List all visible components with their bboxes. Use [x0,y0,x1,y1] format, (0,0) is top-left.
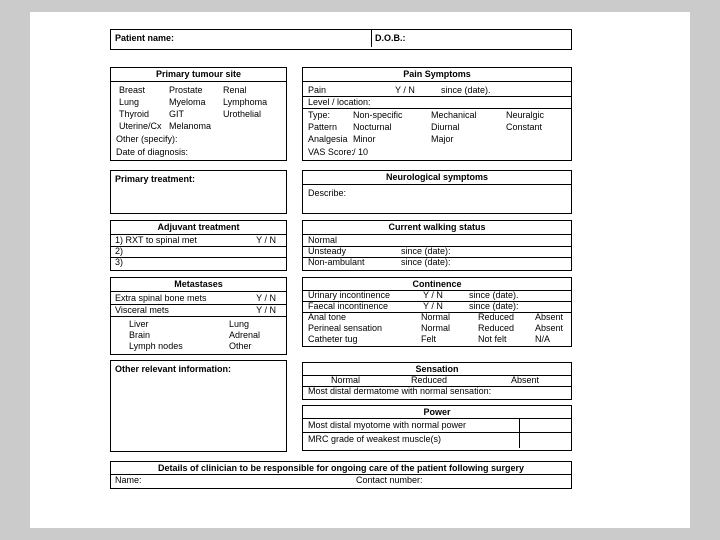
tumour-option: Melanoma [169,121,212,131]
header-divider [371,30,372,47]
adjuvant-label: 1) RXT to spinal met [115,235,197,245]
tumour-option: Prostate [169,85,203,95]
tumour-option: Uterine/Cx [119,121,162,131]
continence-option: Normal [421,323,451,333]
continence-option: Reduced [478,312,515,322]
continence-label: Anal tone [308,312,347,322]
pain-pattern-option: Nocturnal [353,122,392,132]
other-info-label: Other relevant information: [115,364,232,374]
tumour-option: Myeloma [169,97,206,107]
power-box [302,405,572,451]
tumour-option: Renal [223,85,247,95]
continence-option: N/A [535,334,551,344]
walking-status-box [302,220,572,271]
continence-since: since (date): [469,301,519,311]
primary-tumour-box [110,67,287,161]
analgesia-option: Minor [353,134,376,144]
vas-score-value: / 10 [353,147,369,157]
continence-label: Catheter tug [308,334,358,344]
patient-name-label: Patient name: [115,33,175,43]
continence-option: Normal [421,312,451,322]
pain-yn: Y / N [395,85,415,95]
continence-row [303,334,571,344]
tumour-row [111,96,286,108]
other-info-box [110,360,287,452]
pain-analgesia-row [303,133,571,145]
analgesia-option: Major [431,134,454,144]
sensation-box [302,362,572,400]
pain-type-row [303,109,571,121]
neurological-symptoms-box [302,170,572,214]
tumour-option: Urothelial [223,109,262,119]
tumour-option: Breast [119,85,146,95]
tumour-option: GIT [169,109,184,119]
metastases-yn: Y / N [256,293,276,303]
continence-option: Not felt [478,334,507,344]
dob-label: D.O.B.: [375,33,406,43]
sensation-dermatome-row [303,386,571,397]
adjuvant-treatment-box [110,220,287,271]
pain-type-option: Neuralgic [506,110,545,120]
analgesia-label: Analgesia [308,134,348,144]
tumour-row [111,120,286,132]
continence-option: Absent [535,312,564,322]
pain-pattern-label: Pattern [308,122,338,132]
continence-yn: Y / N [423,301,443,311]
adjuvant-label: 2) [115,246,124,256]
tumour-option: Lymphoma [223,97,268,107]
adjuvant-treatment-title: Adjuvant treatment [111,221,286,235]
describe-label: Describe: [308,188,347,198]
tumour-row [111,108,286,120]
pain-pattern-row [303,121,571,133]
primary-treatment-label: Primary treatment: [115,174,196,184]
metastases-site: Lung [229,319,250,329]
adjuvant-row [111,257,286,268]
walking-label: Non-ambulant [308,257,365,267]
metastases-site: Liver [129,319,149,329]
metastases-yn: Y / N [256,305,276,315]
patient-header-box [110,29,572,50]
continence-option: Absent [535,323,564,333]
clinician-box [110,461,572,489]
continence-label: Faecal incontinence [308,301,389,311]
continence-row [303,323,571,334]
pain-level-row [303,96,571,109]
tumour-option: Lung [119,97,140,107]
continence-yn: Y / N [423,290,443,300]
vas-score-row [303,146,571,158]
adjuvant-yn: Y / N [256,235,276,245]
power-answer-divider [519,419,520,448]
pain-pattern-option: Diurnal [431,122,460,132]
tumour-date-row [111,146,286,158]
power-title: Power [303,406,571,419]
power-row [303,433,571,446]
pain-symptoms-title: Pain Symptoms [303,68,571,82]
vas-score-label: VAS Score: [308,147,354,157]
metastases-site-row [111,340,286,352]
continence-option: Reduced [478,323,515,333]
walking-status-title: Current walking status [303,221,571,235]
neurological-symptoms-title: Neurological symptoms [303,171,571,185]
tumour-other-row [111,133,286,145]
walking-row [303,257,571,268]
pain-label: Pain [308,85,327,95]
pain-type-option: Non-specific [353,110,403,120]
continence-option: Felt [421,334,437,344]
dermatome-label: Most distal dermatome with normal sensation: [308,386,492,396]
continence-row [303,312,571,323]
power-label: MRC grade of weakest muscle(s) [308,434,442,444]
sensation-option: Reduced [411,375,448,385]
diagnosis-date-label: Date of diagnosis: [116,147,189,157]
pain-pattern-option: Constant [506,122,543,132]
continence-label: Urinary incontinence [308,290,391,300]
clinician-contact-label: Contact number: [356,475,423,485]
tumour-option: Thyroid [119,109,150,119]
metastases-label: Visceral mets [115,305,169,315]
walking-label: Normal [308,235,338,245]
clinician-name-label: Name: [115,475,142,485]
metastases-yn-row [111,304,286,317]
sensation-title: Sensation [303,363,571,376]
primary-tumour-title: Primary tumour site [111,68,286,82]
primary-treatment-box [110,170,287,214]
form-page [30,12,690,528]
pain-type-label: Type: [308,110,331,120]
tumour-row [111,84,286,96]
continence-title: Continence [303,278,571,291]
pain-since-label: since (date). [441,85,491,95]
adjuvant-label: 3) [115,257,124,267]
walking-label: Unsteady [308,246,347,256]
continence-since: since (date). [469,290,519,300]
tumour-other-label: Other (specify): [116,134,178,144]
continence-label: Perineal sensation [308,323,383,333]
metastases-title: Metastases [111,278,286,292]
power-row [303,419,571,433]
neuro-describe-row [303,187,571,199]
sensation-option: Normal [331,375,361,385]
power-label: Most distal myotome with normal power [308,420,467,430]
metastases-label: Extra spinal bone mets [115,293,207,303]
walking-since: since (date): [401,246,451,256]
metastases-site: Brain [129,330,151,340]
sensation-option: Absent [511,375,540,385]
pain-type-option: Mechanical [431,110,477,120]
pain-level-label: Level / location: [308,97,371,107]
clinician-row [111,475,571,486]
metastases-site: Other [229,341,252,351]
metastases-box [110,277,287,355]
walking-since: since (date): [401,257,451,267]
metastases-site: Lymph nodes [129,341,183,351]
metastases-site: Adrenal [229,330,261,340]
continence-box [302,277,572,347]
pain-symptoms-box [302,67,572,161]
clinician-title: Details of clinician to be responsible for ongoing care of the patient following surgery [111,462,571,475]
